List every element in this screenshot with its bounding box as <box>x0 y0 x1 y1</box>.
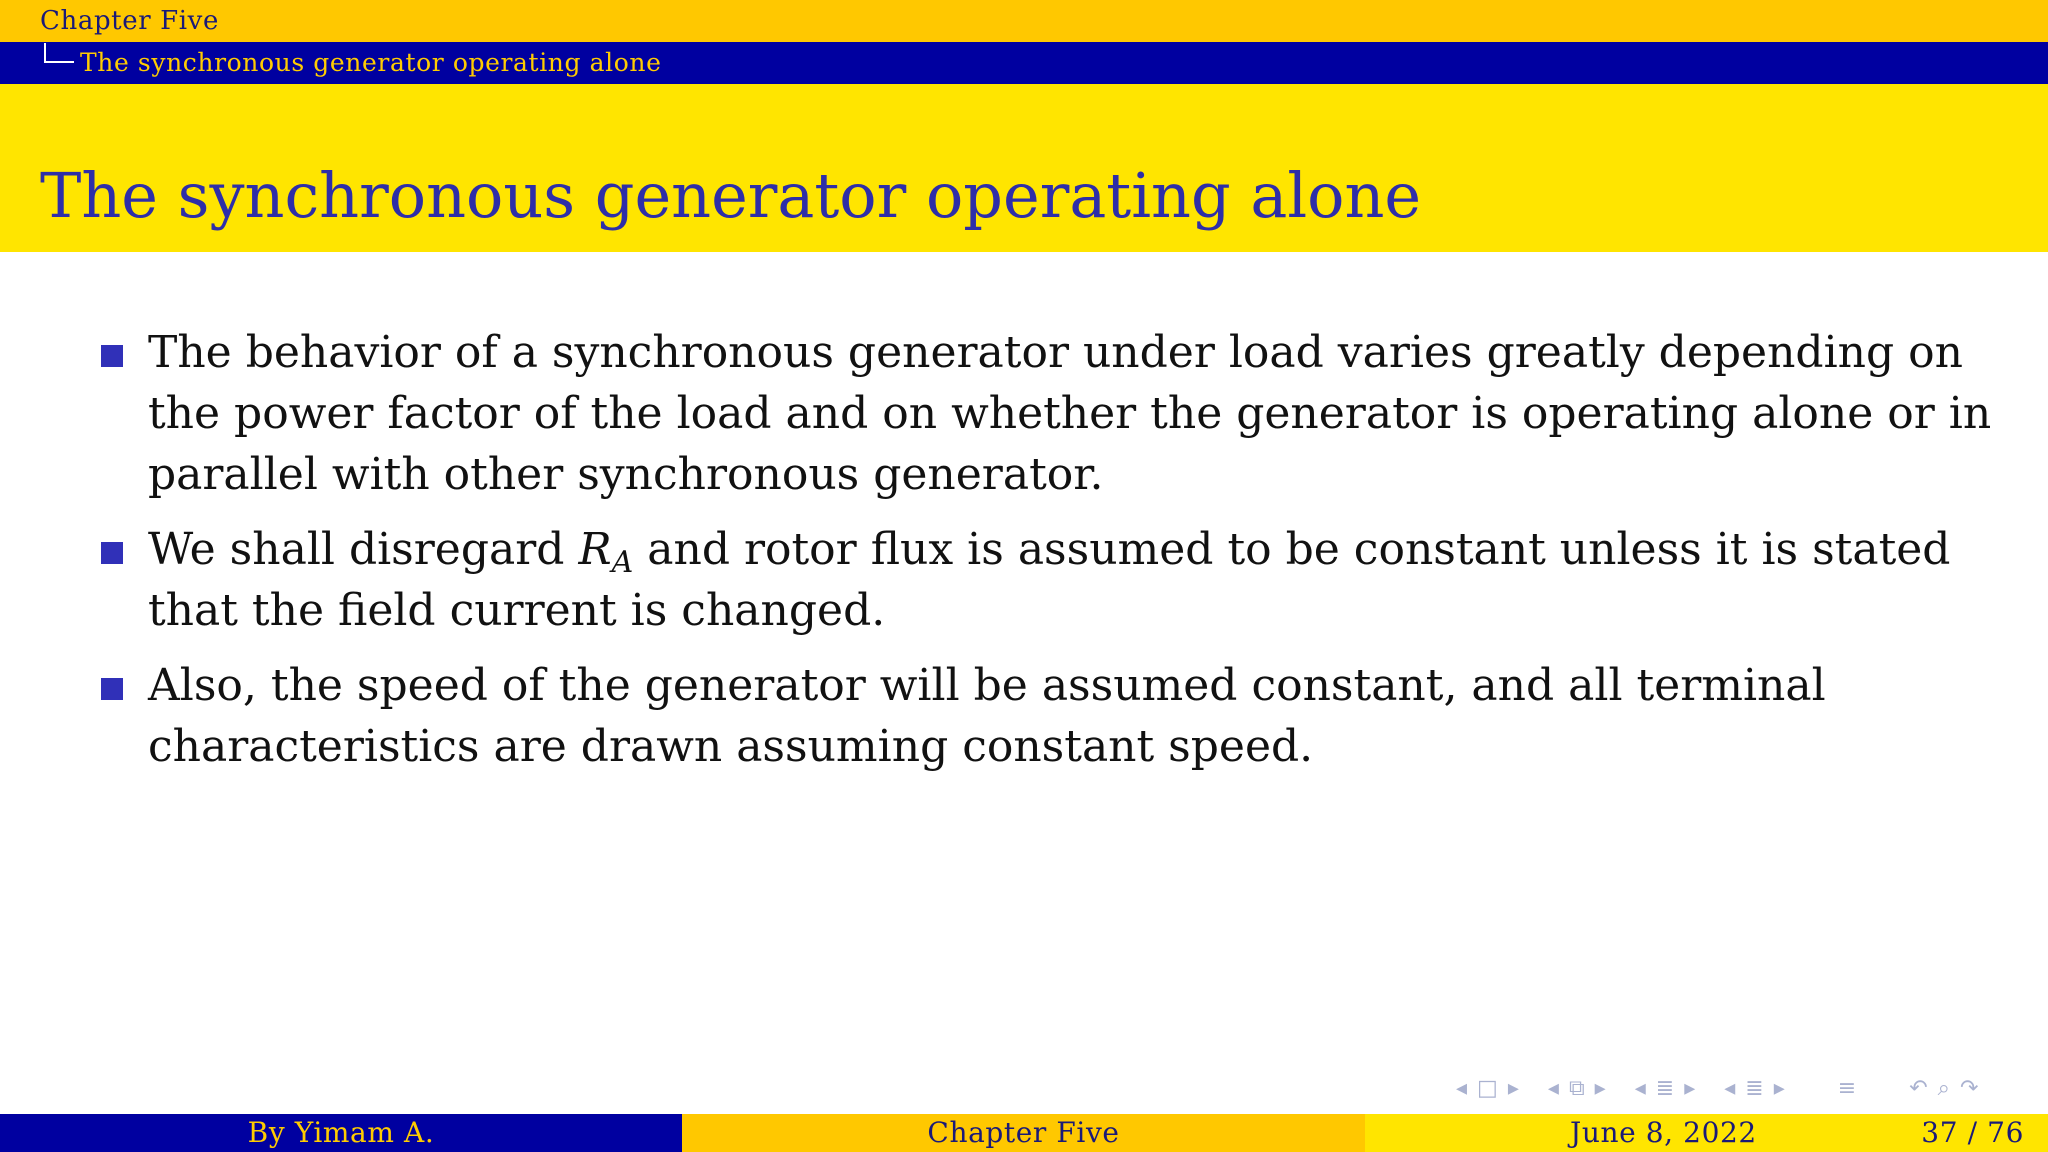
footer-date-page <box>1365 1114 2048 1152</box>
bullet-text: The behavior of a synchronous generator under load varies greatly depending on the power factor of the load and on whether the generator is operating alone or in parallel with other synchronous generator. <box>148 327 1992 500</box>
footer-short-title[interactable] <box>682 1114 1365 1152</box>
header-subsection-title[interactable] <box>0 42 2048 84</box>
back-icon[interactable]: ↶ <box>1909 1076 1928 1101</box>
prev-subsection-icon[interactable]: ◂ <box>1547 1076 1559 1101</box>
square-bullet-icon <box>101 542 123 564</box>
bullet-text-start: We shall disregard <box>148 524 565 575</box>
footer-date: June 8, 2022 <box>1570 1116 1757 1149</box>
footer-author-label: By Yimam A. <box>247 1116 435 1149</box>
math-symbol-ra <box>578 524 634 580</box>
subsection-icon[interactable]: ⧉ <box>1568 1076 1585 1101</box>
forward-icon[interactable]: ↷ <box>1959 1076 1979 1101</box>
tree-connector-icon <box>44 43 74 63</box>
header-subsection-label: The synchronous generator operating alone <box>80 48 662 77</box>
square-bullet-icon <box>101 678 123 700</box>
bullet-text-end: and rotor flux is assumed to be constant unless it is stated that the field current is changed. <box>148 524 1951 636</box>
prev-frame-icon[interactable]: ◂ <box>1456 1076 1468 1101</box>
slide-content <box>0 322 2048 791</box>
slide-title: The synchronous generator operating alone <box>40 159 1422 232</box>
next-subsection-icon[interactable]: ▸ <box>1594 1076 1606 1101</box>
footer <box>0 1114 2048 1152</box>
next-section-icon[interactable]: ▸ <box>1684 1076 1696 1101</box>
square-bullet-icon <box>101 345 123 367</box>
bullet-item <box>0 655 2048 777</box>
header-section-title[interactable] <box>0 0 2048 42</box>
bullet-text: Also, the speed of the generator will be assumed constant, and all terminal characteristics are drawn assuming constant speed. <box>148 660 1826 772</box>
search-icon[interactable]: ⌕ <box>1937 1076 1950 1101</box>
bullet-item <box>0 519 2048 641</box>
navigation-bar <box>1456 1074 2026 1104</box>
math-base: R <box>578 524 612 575</box>
page-number: 37 / 76 <box>1921 1116 2024 1149</box>
section-icon[interactable]: ≣ <box>1655 1076 1675 1101</box>
prev-section-icon[interactable]: ◂ <box>1634 1076 1646 1101</box>
next-chapter-icon[interactable]: ▸ <box>1773 1076 1785 1101</box>
header-section-label: Chapter Five <box>40 6 219 36</box>
math-subscript: A <box>611 545 634 580</box>
footer-title-label: Chapter Five <box>927 1116 1120 1149</box>
footer-author[interactable] <box>0 1114 682 1152</box>
outline-icon[interactable]: ≡ <box>1837 1076 1857 1101</box>
next-frame-icon[interactable]: ▸ <box>1507 1076 1519 1101</box>
prev-chapter-icon[interactable]: ◂ <box>1724 1076 1736 1101</box>
bullet-item <box>0 322 2048 505</box>
chapter-icon[interactable]: ≣ <box>1745 1076 1764 1101</box>
frame-icon[interactable]: □ <box>1477 1076 1498 1101</box>
